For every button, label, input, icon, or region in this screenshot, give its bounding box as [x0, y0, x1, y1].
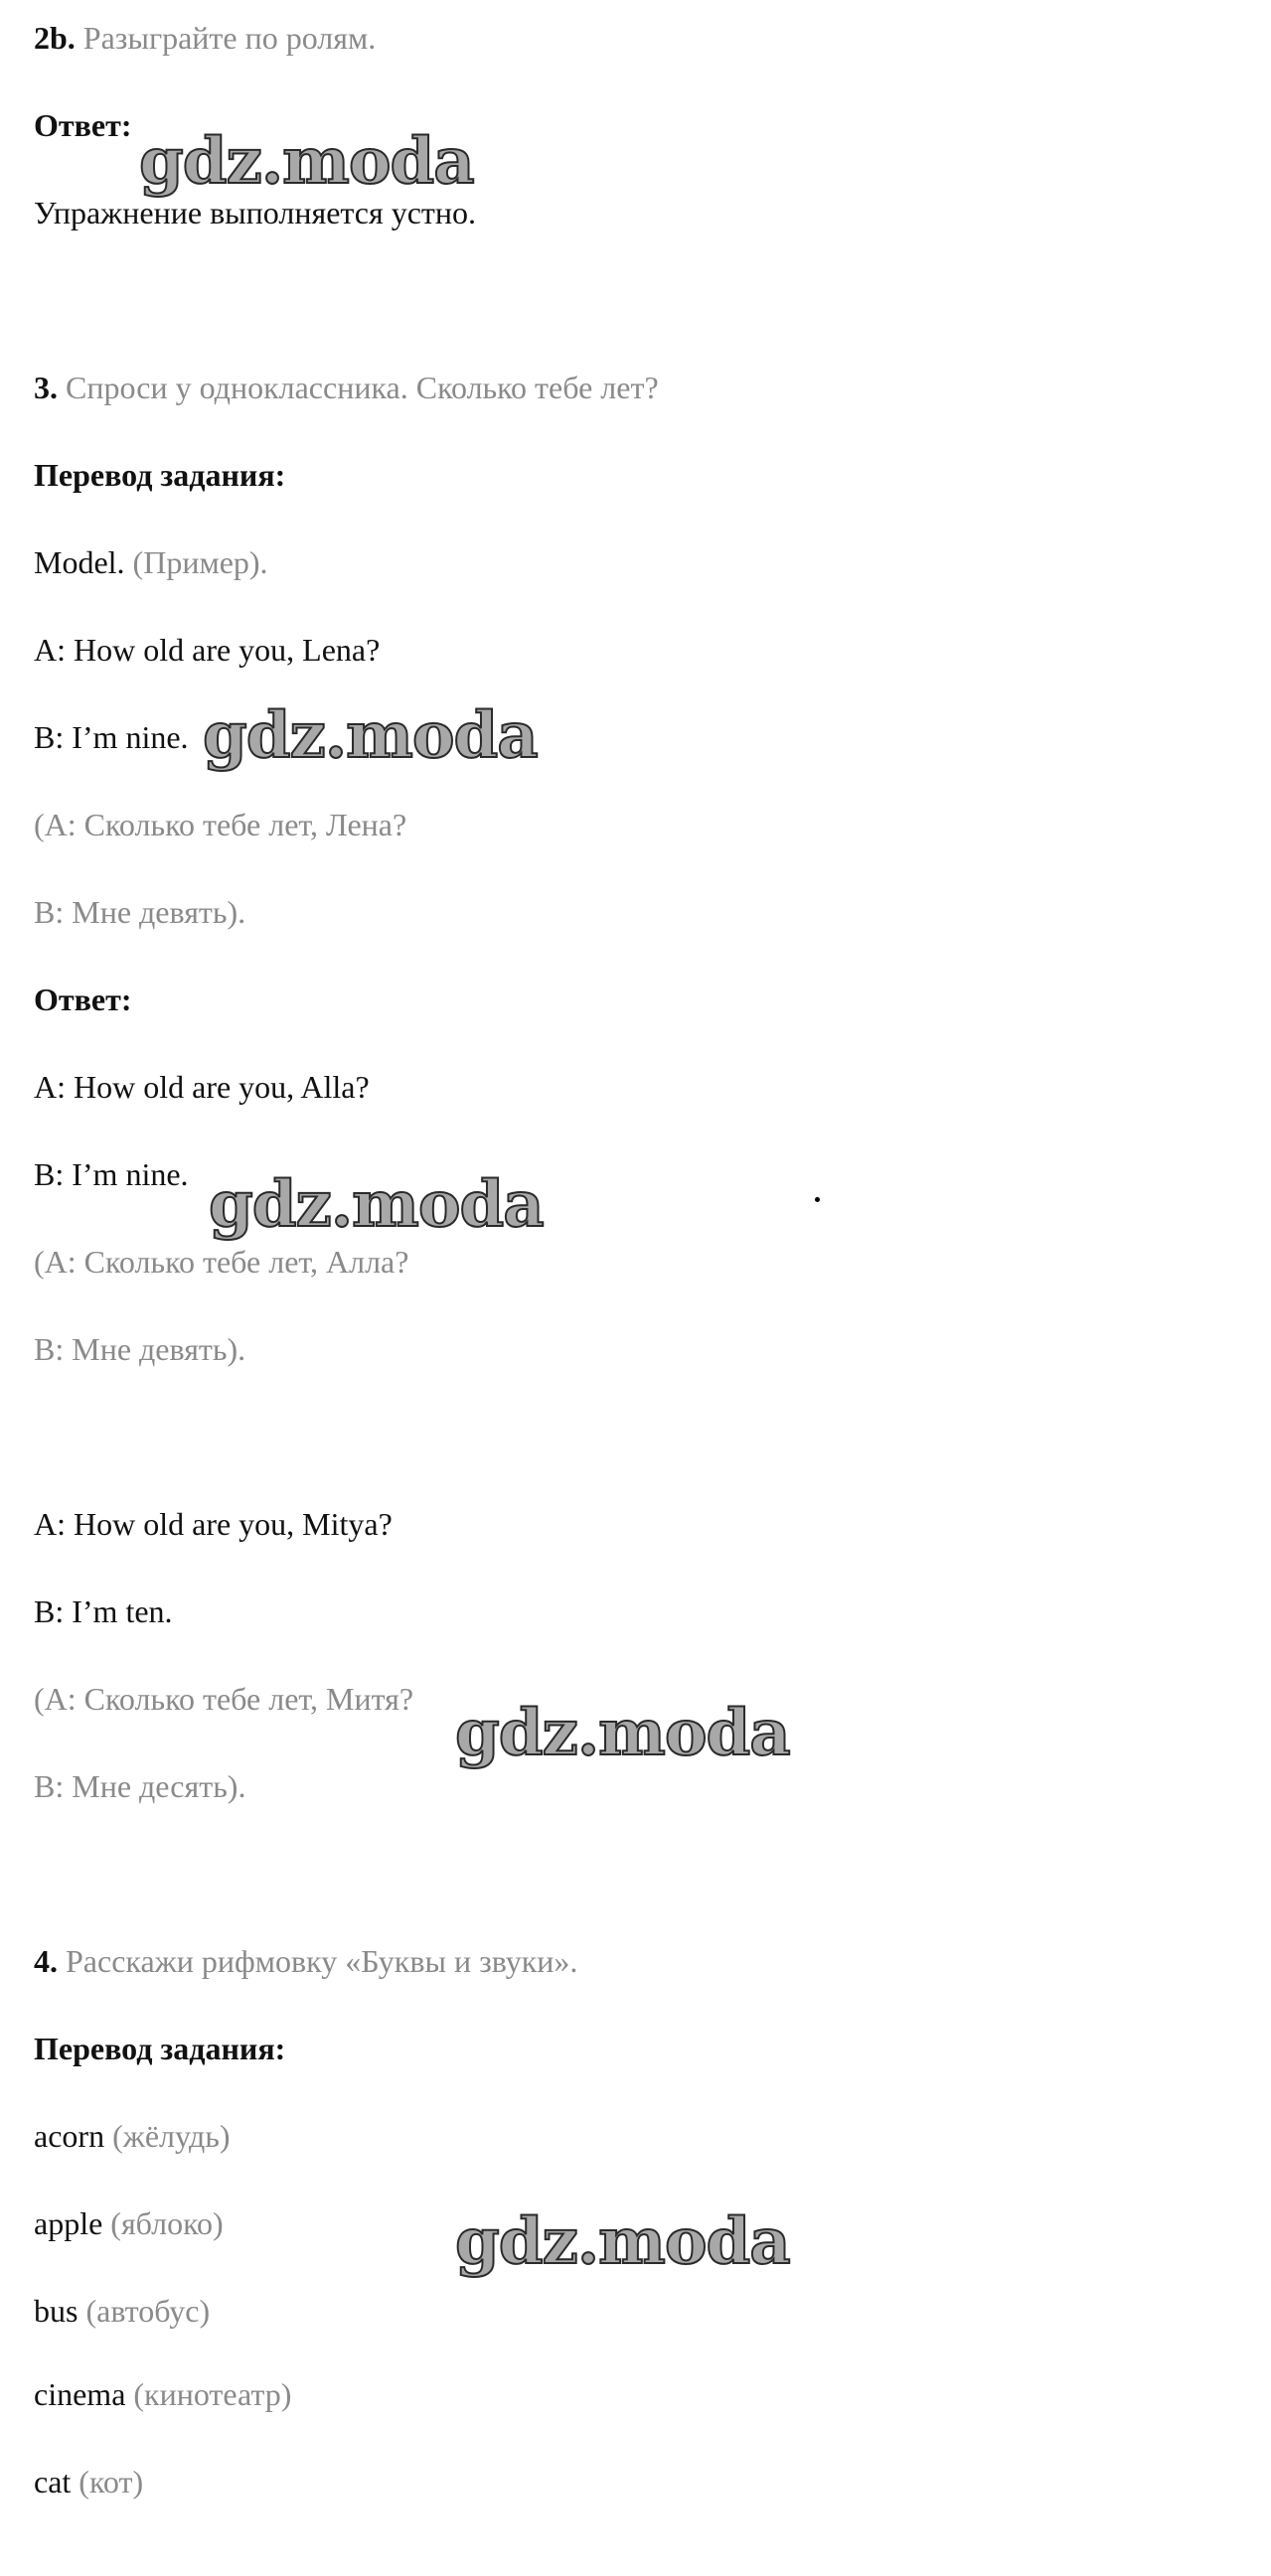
dialog2-line-b: B: I’m ten. — [34, 1593, 173, 1629]
stray-dot — [815, 1197, 820, 1202]
watermark-logo: gdz.moda — [455, 1696, 790, 1770]
dialog2-line-a-ru: (А: Сколько тебе лет, Митя? — [34, 1681, 414, 1717]
word-ru: (кинотеатр) — [133, 2376, 292, 2412]
task-title: Разыграйте по ролям. — [82, 20, 377, 56]
word-en: cinema — [34, 2376, 126, 2412]
word-item — [34, 2374, 291, 2414]
translation-label: Перевод задания: — [34, 457, 286, 493]
watermark-logo: gdz.moda — [139, 124, 474, 199]
word-en: apple — [34, 2205, 103, 2241]
word-item — [34, 2462, 143, 2501]
dialog2-line-a: A: How old are you, Mitya? — [34, 1506, 393, 1542]
answer-label: Ответ: — [34, 982, 132, 1017]
word-item — [34, 2116, 231, 2156]
watermark-logo: gdz.moda — [455, 2204, 790, 2279]
answer-text: Упражнение выполняется устно. — [34, 195, 476, 230]
word-en: bus — [34, 2293, 79, 2329]
task-2b-heading — [34, 18, 376, 58]
model-translation: (Пример). — [132, 544, 268, 580]
watermark-logo: gdz.moda — [203, 698, 538, 773]
word-item — [34, 2291, 210, 2331]
task-number: 2b. — [34, 20, 76, 56]
model-line-b-ru: В: Мне девять). — [34, 894, 246, 930]
model-line-a-ru: (А: Сколько тебе лет, Лена? — [34, 807, 407, 842]
word-ru: (яблоко) — [110, 2205, 224, 2241]
word-ru: (жёлудь) — [112, 2118, 231, 2154]
model-line — [34, 542, 268, 582]
model-line-a: A: How old are you, Lena? — [34, 632, 381, 668]
task-3-heading — [34, 368, 659, 407]
task-number: 3. — [34, 370, 58, 405]
watermark-logo: gdz.moda — [209, 1167, 544, 1242]
dialog1-line-b-ru: В: Мне девять). — [34, 1331, 246, 1367]
task-4-heading — [34, 1941, 577, 1981]
word-item — [34, 2203, 224, 2243]
word-ru: (автобус) — [85, 2293, 211, 2329]
task-title: Расскажи рифмовку «Буквы и звуки». — [66, 1943, 578, 1979]
dialog1-line-a: A: How old are you, Alla? — [34, 1069, 370, 1105]
dialog1-line-b: B: I’m nine. — [34, 1156, 189, 1192]
word-en: cat — [34, 2464, 72, 2500]
task-number: 4. — [34, 1943, 58, 1979]
answer-label: Ответ: — [34, 107, 132, 143]
word-ru: (кот) — [79, 2464, 144, 2500]
translation-label: Перевод задания: — [34, 2031, 286, 2066]
word-en: acorn — [34, 2118, 105, 2154]
model-label: Model. — [34, 544, 125, 580]
model-line-b: B: I’m nine. — [34, 719, 189, 755]
dialog2-line-b-ru: В: Мне десять). — [34, 1768, 246, 1804]
dialog1-line-a-ru: (А: Сколько тебе лет, Алла? — [34, 1244, 409, 1280]
task-title: Спроси у одноклассника. Сколько тебе лет? — [66, 370, 659, 405]
